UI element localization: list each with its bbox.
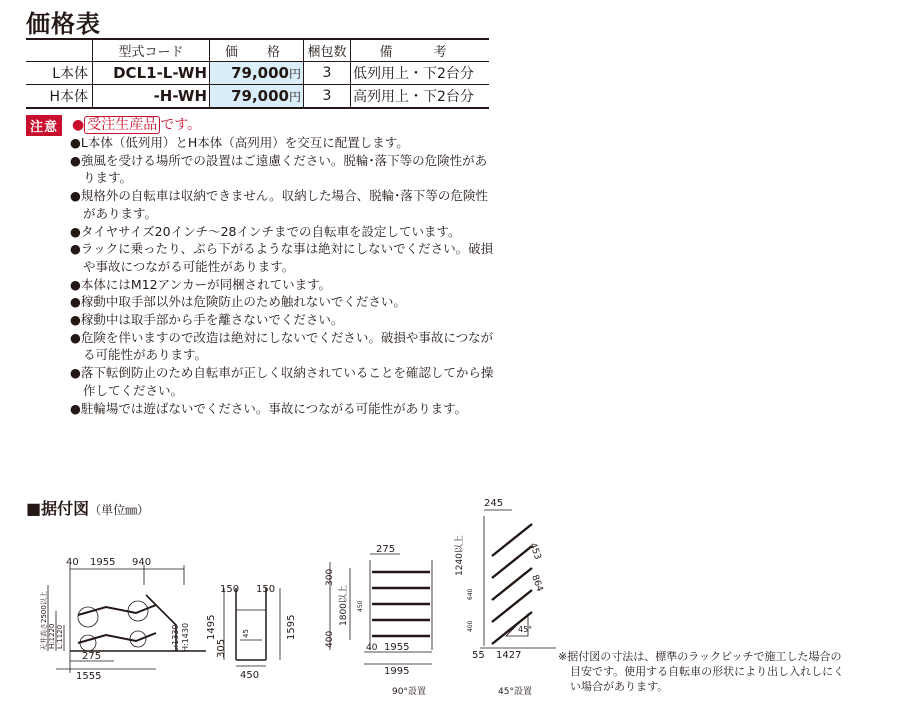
row-price: 79,000円 xyxy=(210,85,304,109)
table-row xyxy=(26,85,489,109)
list-item: ● 落下転倒防止のため自転車が正しく収納されていることを確認してから操作してください。 xyxy=(70,364,494,399)
dim-label: 1495 xyxy=(206,614,217,640)
notes-list xyxy=(70,134,494,417)
dim-label: 天井高さ2500以上 xyxy=(40,591,48,651)
footnote: ※据付図の寸法は、標準のラックピッチで施工した場合の目安です。使用する自転車の形状により出し入れしにくい場合があります。 xyxy=(558,650,845,693)
dim-label: 864 xyxy=(529,573,545,594)
dim-label: 1240以上 xyxy=(455,535,465,576)
dim-label: H:1430 xyxy=(181,622,190,652)
dim-label: H:1220 xyxy=(48,623,56,649)
custom-order-note: ● 受注生産品 です。 xyxy=(72,117,202,133)
side-view-diagram xyxy=(26,555,226,685)
dim-label: 640 xyxy=(467,588,474,600)
dim-label: 1427 xyxy=(496,650,522,661)
front-view-diagram xyxy=(171,580,300,681)
top-view-45-diagram xyxy=(452,496,562,696)
table-header-row xyxy=(26,39,489,62)
dim-label: 40 xyxy=(366,643,378,653)
dim-label: 940 xyxy=(132,557,152,568)
list-item: ● ラックに乗ったり、ぶら下がるような事は絶対にしないでください。破損や事故につながる可能性があります。 xyxy=(70,240,494,275)
diagram-title: ■据付図（単位㎜） xyxy=(26,499,150,518)
dim-label: 1995 xyxy=(384,666,410,677)
dim-label: 400 xyxy=(325,630,335,648)
custom-order-label: 受注生産品 xyxy=(84,116,160,134)
dim-label: 1955 xyxy=(384,642,410,653)
caption-90: 90°設置 xyxy=(392,687,426,697)
dim-label: 450 xyxy=(240,670,260,681)
row-note: 低列用上・下2台分 xyxy=(351,62,490,85)
dim-label: 1595 xyxy=(286,614,297,640)
dim-label: 305 xyxy=(216,638,227,658)
list-item: ● 強風を受ける場所での設置はご遠慮ください。脱輪･落下等の危険性があります。 xyxy=(70,152,494,187)
dim-label: 40 xyxy=(66,557,79,568)
list-item: ● 稼動中は取手部から手を離さないでください。 xyxy=(70,311,494,329)
row-pack: 3 xyxy=(304,62,351,85)
header-code: 型式コード xyxy=(93,39,210,62)
dim-label: 275 xyxy=(82,651,102,662)
list-item: ● 危険を伴いますので改造は絶対にしないでください。破損や事故につながる可能性があります。 xyxy=(70,329,494,364)
row-pack: 3 xyxy=(304,85,351,109)
dim-label: L:1120 xyxy=(56,624,64,649)
row-kind: H本体 xyxy=(26,85,93,109)
page-title: 価格表 xyxy=(26,10,101,38)
dim-label: L:1330 xyxy=(171,624,180,652)
row-note: 高列用上・下2台分 xyxy=(351,85,490,109)
dim-label: 453 xyxy=(527,541,543,562)
dim-label: 1955 xyxy=(90,557,116,568)
header-pack: 梱包数 xyxy=(304,39,351,62)
dim-label: 400 xyxy=(467,620,474,632)
row-code: -H-WH xyxy=(93,85,210,109)
dim-label: 245 xyxy=(484,498,504,509)
list-item: ● L本体（低列用）とH本体（高列用）を交互に配置します。 xyxy=(70,134,494,152)
table-row xyxy=(26,62,489,85)
dim-label: 1800以上 xyxy=(339,585,349,626)
list-item: ● タイヤサイズ20インチ〜28インチまでの自転車を設定しています。 xyxy=(70,223,494,241)
list-item: ● 駐輪場では遊ばないでください。事故につながる可能性があります。 xyxy=(70,400,494,418)
caution-badge: 注意 xyxy=(26,115,62,136)
header-note: 備 考 xyxy=(351,39,490,62)
top-view-90-diagram xyxy=(310,540,450,700)
dim-label: 150 xyxy=(256,584,276,595)
dim-label: 450 xyxy=(357,600,364,612)
row-code: DCL1-L-WH xyxy=(93,62,210,85)
list-item: ● 稼動中取手部以外は危険防止のため触れないでください。 xyxy=(70,293,494,311)
dim-label: 300 xyxy=(325,568,335,586)
row-kind: L本体 xyxy=(26,62,93,85)
dim-label: 45 xyxy=(242,629,250,638)
list-item: ● 本体にはM12アンカーが同梱されています。 xyxy=(70,276,494,294)
dim-label: 1555 xyxy=(76,671,102,682)
dim-label: 275 xyxy=(376,544,396,555)
header-price: 価 格 xyxy=(210,39,304,62)
row-price: 79,000円 xyxy=(210,62,304,85)
caption-45: 45°設置 xyxy=(498,687,532,697)
dim-label: 45° xyxy=(518,625,533,634)
list-item: ● 規格外の自転車は収納できません。収納した場合、脱輪･落下等の危険性があります。 xyxy=(70,187,494,222)
dim-label: 150 xyxy=(220,584,240,595)
price-table xyxy=(26,38,489,109)
dim-label: 55 xyxy=(472,650,485,661)
